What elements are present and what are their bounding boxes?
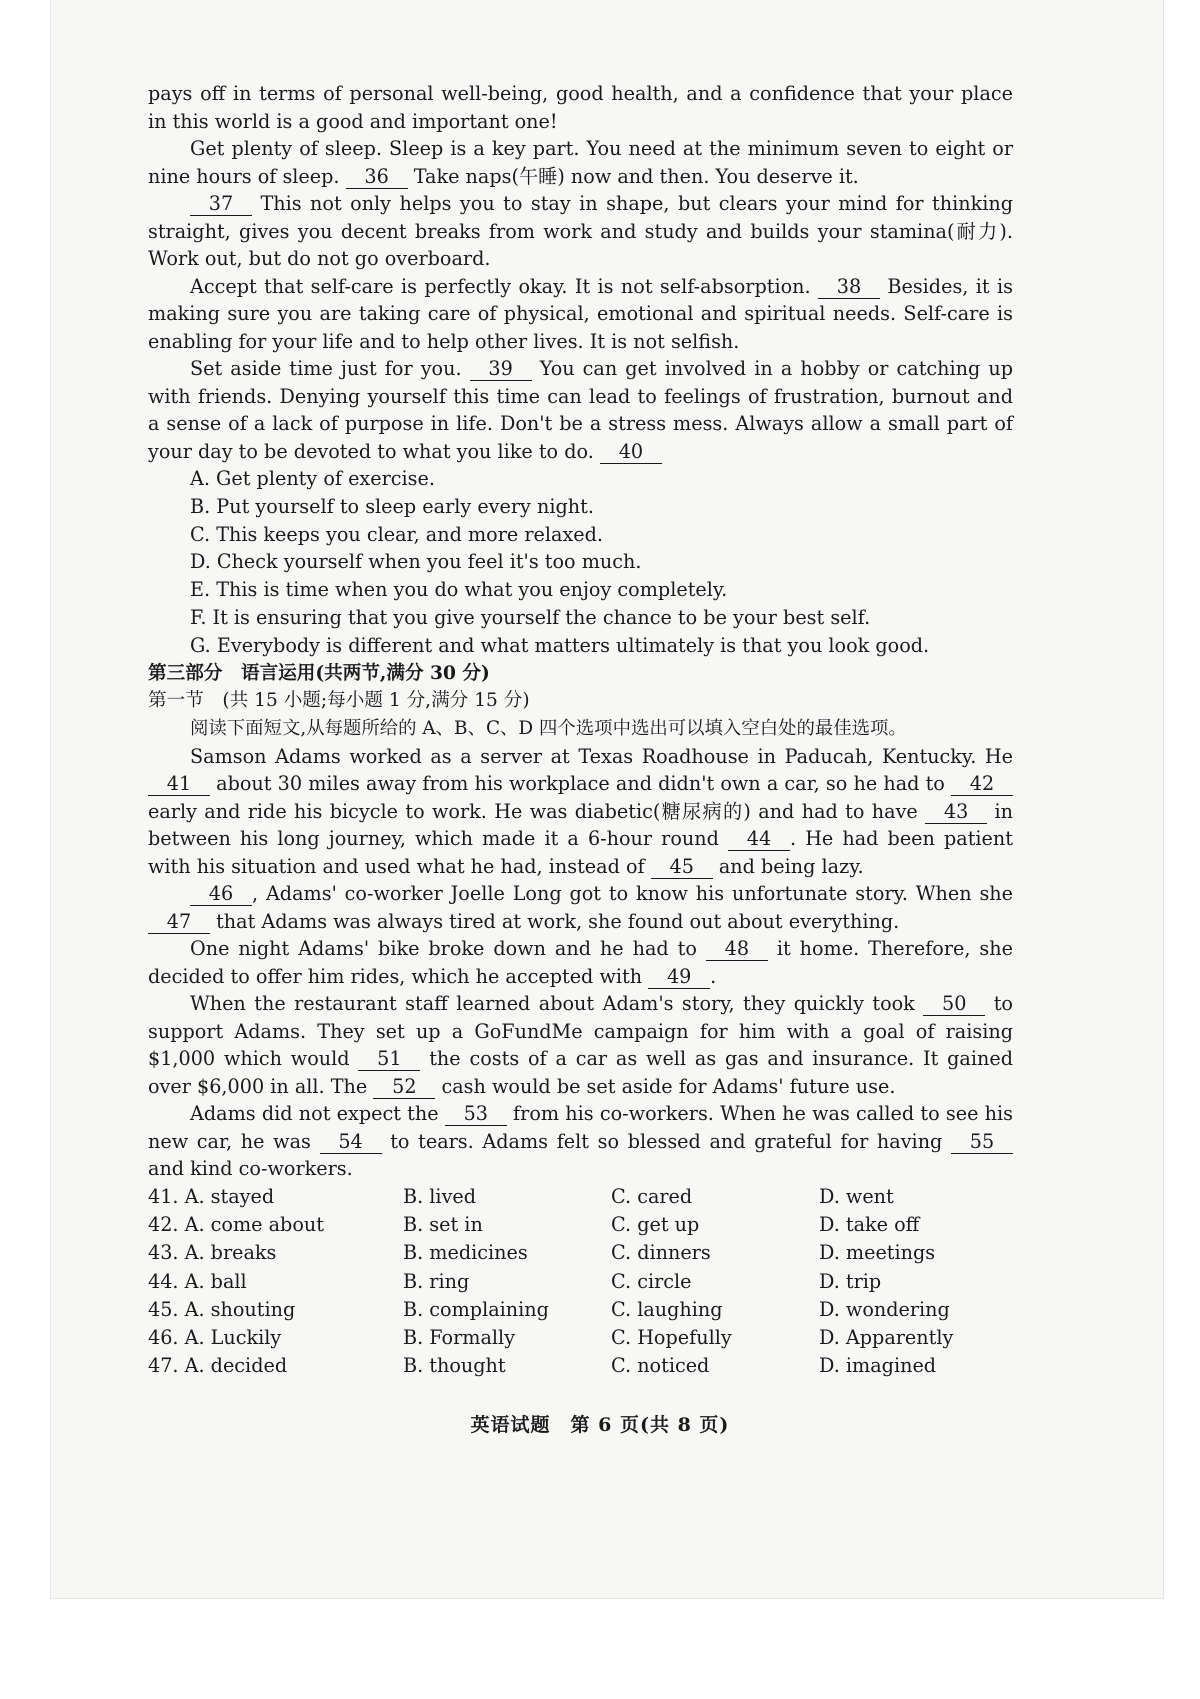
choice-d: D. imagined xyxy=(819,1354,937,1378)
option-item: D. Check yourself when you feel it's too much. xyxy=(190,550,642,574)
answer-blank[interactable]: 48 xyxy=(706,938,768,961)
choice-b: B. Formally xyxy=(403,1325,516,1349)
choice-a: 45. A. shouting xyxy=(148,1297,296,1321)
cloze-passage xyxy=(148,743,1013,1183)
answer-blank[interactable]: 54 xyxy=(320,1131,382,1154)
answer-blank[interactable]: 38 xyxy=(818,276,880,299)
reading-passage xyxy=(148,80,1013,465)
question-list xyxy=(148,1183,1013,1380)
passage-paragraph: 37 This not only helps you to stay in shape, but clears your mind for thinking straight, gives you decent breaks from work and study and builds your stamina(耐力). Work out, but do not go overboard. xyxy=(148,192,1013,270)
option-item: A. Get plenty of exercise. xyxy=(190,467,435,490)
answer-blank[interactable]: 43 xyxy=(925,801,987,824)
choice-b: B. ring xyxy=(403,1269,470,1293)
question-row xyxy=(148,1239,1013,1267)
choice-d: D. trip xyxy=(819,1269,882,1293)
choice-c: C. cared xyxy=(611,1184,693,1208)
option-item: B. Put yourself to sleep early every night. xyxy=(190,494,594,518)
answer-blank[interactable]: 55 xyxy=(951,1131,1013,1154)
choice-c: C. get up xyxy=(611,1213,700,1237)
choice-d: D. take off xyxy=(819,1213,920,1237)
cloze-paragraph: Adams did not expect the 53 from his co-workers. When he was called to see his new car, he was 54 to tears. Adams felt so blessed and grateful for having 55 and kind co-workers. xyxy=(148,1102,1013,1181)
cloze-paragraph: 46 , Adams' co-worker Joelle Long got to know his unfortunate story. When she 47 that Adams was always tired at work, she found out about everything. xyxy=(148,880,1013,935)
answer-blank[interactable]: 39 xyxy=(470,358,532,381)
exam-page xyxy=(148,80,1013,1380)
answer-blank[interactable]: 36 xyxy=(346,166,408,189)
question-row xyxy=(148,1183,1013,1211)
choice-d: D. meetings xyxy=(819,1241,936,1265)
question-row xyxy=(148,1352,1013,1380)
answer-blank[interactable]: 46 xyxy=(190,883,252,906)
choice-c: C. laughing xyxy=(611,1297,723,1321)
choice-b: B. lived xyxy=(403,1184,477,1208)
section1-title: 第一节 (共 15 小题;每小题 1 分,满分 15 分) xyxy=(148,690,530,712)
answer-blank[interactable]: 50 xyxy=(923,993,985,1016)
choice-c: C. noticed xyxy=(611,1354,710,1378)
choice-d: D. wondering xyxy=(819,1297,950,1321)
answer-blank[interactable]: 42 xyxy=(951,773,1013,796)
choice-b: B. complaining xyxy=(403,1297,549,1321)
choice-a: 41. A. stayed xyxy=(148,1184,275,1208)
answer-blank[interactable]: 40 xyxy=(600,441,662,464)
cloze-paragraph: One night Adams' bike broke down and he had to 48 it home. Therefore, she decided to offer him rides, which he accepted with 49 . xyxy=(148,937,1013,988)
choice-d: D. went xyxy=(819,1184,894,1208)
part3-title xyxy=(148,660,1013,688)
question-row xyxy=(148,1211,1013,1239)
cloze-paragraph: Samson Adams worked as a server at Texas Roadhouse in Paducah, Kentucky. He 41 about 30 miles away from his workplace and didn't own a car, so he had to 42 early and ride his bicycle to work. He was diabetic(糖尿病的) and had to have 43 in between his long journey, which made it a 6-hour round 44 . He had been patient with his situation and used what he had, instead of 45 and being lazy. xyxy=(148,744,1013,878)
choice-c: C. Hopefully xyxy=(611,1325,732,1349)
choice-b: B. medicines xyxy=(403,1241,528,1265)
choice-b: B. set in xyxy=(403,1213,483,1237)
passage-paragraph: pays off in terms of personal well-being, good health, and a confidence that your place in this world is a good and important one! xyxy=(148,82,1013,133)
passage-paragraph: Get plenty of sleep. Sleep is a key part. You need at the minimum seven to eight or nine hours of sleep. 36 Take naps(午睡) now and then. You deserve it. xyxy=(148,137,1013,188)
instruction: 阅读下面短文,从每题所给的 A、B、C、D 四个选项中选出可以填入空白处的最佳选项。 xyxy=(190,718,907,740)
option-item: C. This keeps you clear, and more relaxed. xyxy=(190,522,603,546)
answer-blank[interactable]: 51 xyxy=(358,1048,420,1071)
choice-a: 42. A. come about xyxy=(148,1213,324,1237)
option-item: E. This is time when you do what you enjoy completely. xyxy=(190,578,728,602)
answer-blank[interactable]: 37 xyxy=(190,193,252,216)
choice-d: D. Apparently xyxy=(819,1325,954,1349)
options-list xyxy=(148,465,1013,660)
answer-blank[interactable]: 41 xyxy=(148,773,210,796)
question-row xyxy=(148,1324,1013,1352)
answer-blank[interactable]: 49 xyxy=(648,966,710,989)
choice-b: B. thought xyxy=(403,1354,506,1378)
choice-a: 47. A. decided xyxy=(148,1354,288,1378)
option-item: F. It is ensuring that you give yourself the chance to be your best self. xyxy=(190,605,871,629)
cloze-paragraph: When the restaurant staff learned about Adam's story, they quickly took 50 to support Adams. They set up a GoFundMe campaign for him with a goal of raising $1,000 which would 51 the costs of a car as well as gas and insurance. It gained over $6,000 in all. The 52 cash would be set aside for Adams' future use. xyxy=(148,992,1013,1098)
page-footer: 英语试题 第 6 页(共 8 页) xyxy=(470,1414,730,1436)
option-item: G. Everybody is different and what matters ultimately is that you look good. xyxy=(190,633,930,657)
answer-blank[interactable]: 45 xyxy=(651,856,713,879)
answer-blank[interactable]: 52 xyxy=(373,1076,435,1099)
choice-c: C. circle xyxy=(611,1269,692,1293)
passage-paragraph: Set aside time just for you. 39 You can get involved in a hobby or catching up with friends. Denying yourself this time can lead to feelings of frustration, burnout and a sense of a lack of purpose in life. Don't be a stress mess. Always allow a small part of your day to be devoted to what you like to do. 40 xyxy=(148,357,1013,463)
answer-blank[interactable]: 47 xyxy=(148,911,210,934)
question-row xyxy=(148,1296,1013,1324)
choice-a: 46. A. Luckily xyxy=(148,1325,282,1349)
answer-blank[interactable]: 44 xyxy=(728,828,790,851)
passage-paragraph: Accept that self-care is perfectly okay. It is not self-absorption. 38 Besides, it is making sure you are taking care of physical, emotional and spiritual needs. Self-care is enabling for your life and to help other lives. It is not selfish. xyxy=(148,274,1013,353)
choice-a: 44. A. ball xyxy=(148,1269,247,1293)
answer-blank[interactable]: 53 xyxy=(445,1103,507,1126)
question-row xyxy=(148,1268,1013,1296)
choice-a: 43. A. breaks xyxy=(148,1241,277,1265)
part3-title-text: 第三部分 语言运用(共两节,满分 30 分) xyxy=(148,662,490,684)
choice-c: C. dinners xyxy=(611,1241,711,1265)
